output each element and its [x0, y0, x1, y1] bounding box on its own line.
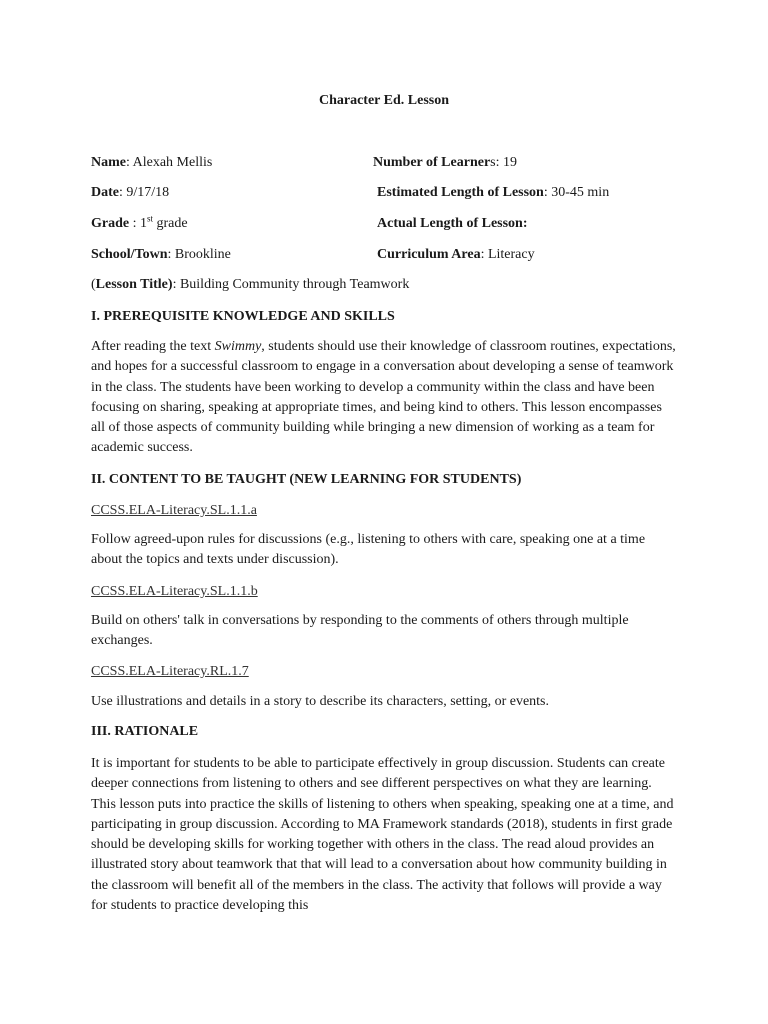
row-date-length — [91, 183, 691, 203]
section-3-heading: III. RATIONALE — [91, 724, 199, 739]
standard-link-sl-1-1-b[interactable]: CCSS.ELA-Literacy.SL.1.1.b — [91, 584, 258, 599]
lesson-title-value: : Building Community through Teamwork — [172, 277, 410, 292]
section-1-text-pre: After reading the text — [91, 339, 215, 354]
grade-value-post: grade — [153, 216, 188, 231]
row-grade-actual — [91, 214, 691, 234]
row-name-learners — [91, 153, 691, 173]
curriculum-field — [377, 245, 535, 265]
date-field — [91, 183, 169, 203]
school-value: : Brookline — [167, 247, 231, 262]
book-title: Swimmy — [214, 339, 262, 354]
grade-superscript: st — [147, 213, 154, 224]
page-title: Character Ed. Lesson — [318, 93, 450, 108]
standard-link-sl-1-1-a[interactable]: CCSS.ELA-Literacy.SL.1.1.a — [91, 503, 257, 518]
date-label: Date — [91, 185, 119, 200]
length-value: : 30-45 min — [543, 185, 610, 200]
school-field — [91, 245, 231, 265]
lesson-title-open: ( — [91, 277, 96, 292]
name-label: Name — [91, 155, 126, 170]
grade-field — [91, 214, 188, 234]
row-lesson-title — [91, 275, 691, 295]
section-1-text-post: , students should use their knowledge of classroom routines, expectations, and hopes for a successful classroom to engage in a conversation about developing a sense of teamwork in the class. The students have been working to develop a community within the class and have been focusing on sharing, speaking at appropriate times, and being kind to others. This lesson encompasses all of those aspects of community building while bringing a new dimension of working as a team for academic success. — [91, 339, 676, 456]
name-field — [91, 153, 212, 173]
learners-label: Number of Learner — [373, 155, 491, 170]
grade-value-pre: : 1 — [129, 216, 147, 231]
learners-value: s: 19 — [490, 155, 518, 170]
section-2-heading: II. CONTENT TO BE TAUGHT (NEW LEARNING FOR STUDENTS) — [91, 472, 522, 487]
standard-description: Build on others' talk in conversations by responding to the comments of others through multiple exchanges. — [91, 613, 629, 649]
section-3-paragraph: It is important for students to be able to participate effectively in group discussion. Students can create deeper connections from listening to others and see different perspectives on what they are learning. This lesson puts into practice the skills of listening to others when speaking, speaking one at a time, and participating in group discussion. According to MA Framework standards (2018), students in first grade should be developing skills for working together with others in the class. The read aloud provides an illustrated story about teamwork that that will lead to a conversation about how community building in the classroom will benefit all of the members in the class. The activity that follows will provide a way for students to practice developing this — [91, 756, 674, 914]
name-value: : Alexah Mellis — [126, 155, 213, 170]
curriculum-label: Curriculum Area — [377, 247, 481, 262]
grade-label: Grade — [91, 216, 130, 231]
school-label: School/Town — [91, 247, 168, 262]
length-label: Estimated Length of Lesson — [377, 185, 544, 200]
standard-description: Follow agreed-upon rules for discussions (e.g., listening to others with care, speaking one at a time about the topics and texts under discussion). — [91, 532, 646, 568]
date-value: : 9/17/18 — [119, 185, 170, 200]
curriculum-value: : Literacy — [480, 247, 535, 262]
lesson-title-label: Lesson Title) — [95, 277, 173, 292]
learners-field — [373, 153, 517, 173]
actual-length-label: Actual Length of Lesson: — [377, 216, 528, 231]
row-school-curriculum — [91, 245, 691, 265]
length-field — [377, 183, 609, 203]
standard-description: Use illustrations and details in a story to describe its characters, setting, or events. — [91, 694, 549, 709]
section-1-paragraph — [91, 337, 679, 459]
standard-link-rl-1-7[interactable]: CCSS.ELA-Literacy.RL.1.7 — [91, 664, 249, 679]
actual-length-field — [377, 214, 528, 234]
section-1-heading: I. PREREQUISITE KNOWLEDGE AND SKILLS — [91, 309, 395, 324]
lesson-title-field — [91, 275, 409, 295]
